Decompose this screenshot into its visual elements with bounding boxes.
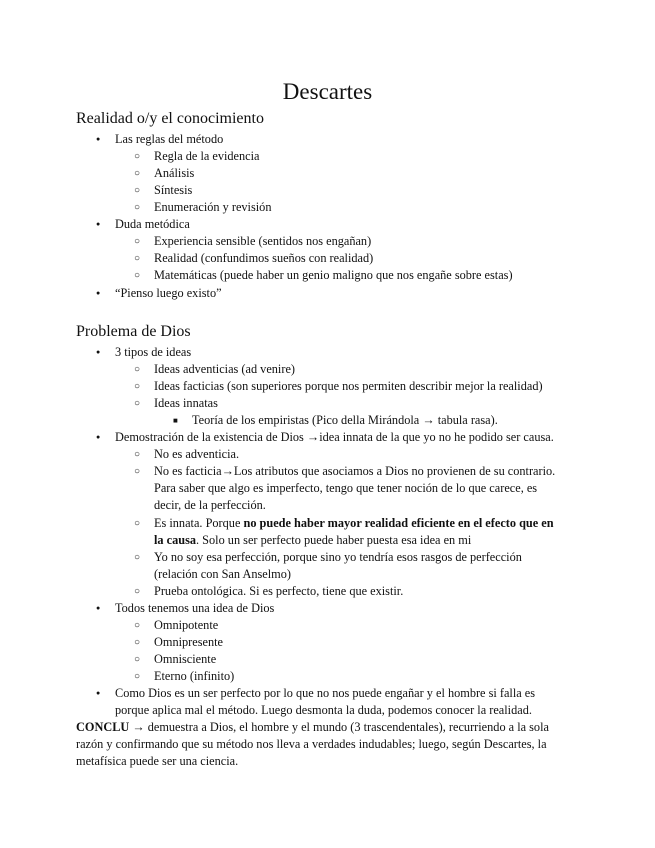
list-item-continuation: decir, de la perfección. — [154, 498, 266, 512]
list-item: Omnisciente — [154, 652, 217, 666]
list-item: Yo no soy esa perfección, porque sino yo tendría esos rasgos de perfección — [154, 550, 522, 564]
conclusion-paragraph-line: metafísica puede ser una ciencia. — [76, 754, 239, 768]
circle-bullet-icon — [134, 515, 140, 533]
list-item-continuation — [154, 532, 471, 549]
text-run: . Solo un ser perfecto puede haber puesta esa idea en mi — [196, 533, 472, 547]
text-run: → demuestra a Dios, el hombre y el mundo (3 trascendentales), recurriendo a la sola — [129, 720, 549, 734]
circle-bullet-icon — [134, 583, 140, 601]
circle-bullet-icon — [134, 148, 140, 166]
list-item: Prueba ontológica. Si es perfecto, tiene que existir. — [154, 584, 404, 598]
circle-bullet-icon — [134, 617, 140, 635]
list-item: Ideas adventicias (ad venire) — [154, 362, 295, 376]
list-item: Síntesis — [154, 183, 193, 197]
circle-bullet-icon — [134, 549, 140, 567]
circle-bullet-icon — [134, 165, 140, 183]
circle-bullet-icon — [134, 634, 140, 652]
bold-text: la causa — [154, 533, 197, 547]
list-item: Ideas facticias (son superiores porque nos permiten describir mejor la realidad) — [154, 379, 543, 393]
bullet-icon — [96, 600, 100, 619]
list-item — [154, 515, 554, 532]
list-item: “Pienso luego existo” — [115, 286, 222, 300]
circle-bullet-icon — [134, 463, 140, 481]
bullet-icon — [96, 344, 100, 363]
list-item: Omnipotente — [154, 618, 219, 632]
list-item: Omnipresente — [154, 635, 223, 649]
list-item-continuation: porque aplica mal el método. Luego desmonta la duda, podemos conocer la realidad. — [115, 703, 532, 717]
circle-bullet-icon — [134, 651, 140, 669]
bullet-icon — [96, 131, 100, 150]
conclusion-label: CONCLU — [76, 720, 130, 734]
list-item: Análisis — [154, 166, 195, 180]
circle-bullet-icon — [134, 395, 140, 413]
list-item: Eterno (infinito) — [154, 669, 235, 683]
bullet-icon — [96, 429, 100, 448]
conclusion-paragraph-line: razón y confirmando que su método nos lleva a verdades indudables; luego, según Descartes, la — [76, 737, 547, 751]
list-item: Teoría de los empiristas (Pico della Mirándola → tabula rasa). — [192, 413, 498, 427]
list-item: No es facticia→Los atributos que asociamos a Dios no provienen de su contrario. — [154, 464, 556, 478]
page-title: Descartes — [282, 79, 373, 104]
section-heading-dios: Problema de Dios — [76, 323, 191, 340]
bullet-icon — [96, 285, 100, 304]
circle-bullet-icon — [134, 199, 140, 217]
list-item: No es adventicia. — [154, 447, 240, 461]
list-item-continuation: (relación con San Anselmo) — [154, 567, 291, 581]
bold-text: no puede haber mayor realidad eficiente en el efecto que en — [243, 516, 554, 530]
text-run: Es innata. Porque — [154, 516, 244, 530]
bullet-icon — [96, 685, 100, 704]
list-item: Matemáticas (puede haber un genio maligno que nos engañe sobre estas) — [154, 268, 513, 282]
bullet-icon — [96, 216, 100, 235]
list-item: Demostración de la existencia de Dios →idea innata de la que yo no he podido ser causa. — [115, 430, 554, 444]
square-bullet-icon — [173, 412, 178, 430]
circle-bullet-icon — [134, 233, 140, 251]
list-item: Experiencia sensible (sentidos nos engañan) — [154, 234, 372, 248]
list-item: Realidad (confundimos sueños con realidad) — [154, 251, 374, 265]
circle-bullet-icon — [134, 361, 140, 379]
list-item: Regla de la evidencia — [154, 149, 260, 163]
circle-bullet-icon — [134, 446, 140, 464]
list-item: Enumeración y revisión — [154, 200, 272, 214]
circle-bullet-icon — [134, 668, 140, 686]
circle-bullet-icon — [134, 250, 140, 268]
circle-bullet-icon — [134, 182, 140, 200]
list-item: Las reglas del método — [115, 132, 224, 146]
list-item: Como Dios es un ser perfecto por lo que no nos puede engañar y el hombre si falla es — [115, 686, 536, 700]
list-item: Todos tenemos una idea de Dios — [115, 601, 275, 615]
section-heading-conocimiento: Realidad o/y el conocimiento — [76, 110, 264, 127]
circle-bullet-icon — [134, 378, 140, 396]
list-item-continuation: Para saber que algo es imperfecto, tengo que tener noción de lo que carece, es — [154, 481, 538, 495]
list-item: 3 tipos de ideas — [115, 345, 192, 359]
list-item: Ideas innatas — [154, 396, 218, 410]
list-item: Duda metódica — [115, 217, 190, 231]
circle-bullet-icon — [134, 267, 140, 285]
conclusion-paragraph — [76, 719, 549, 736]
